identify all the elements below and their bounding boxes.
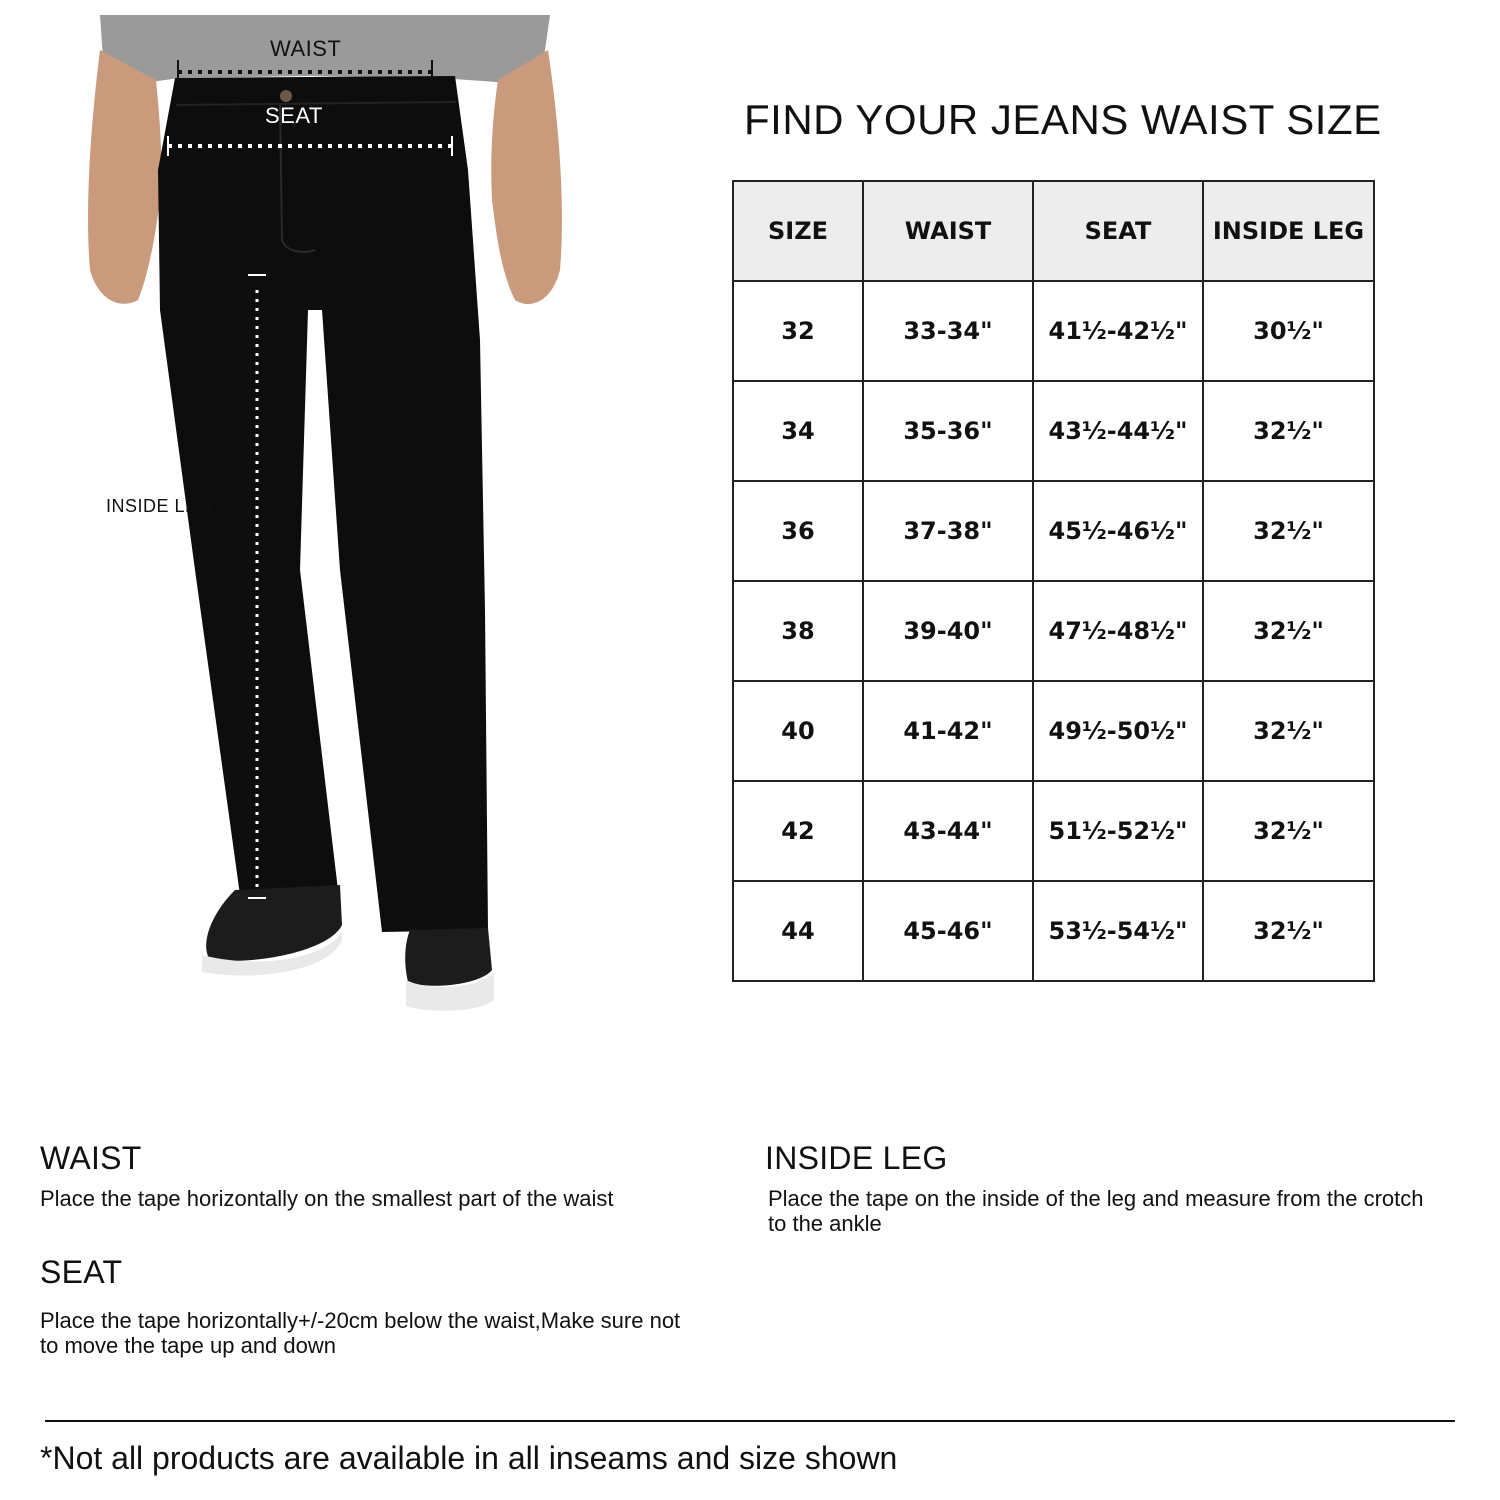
- figure-seat-label: SEAT: [265, 103, 323, 128]
- cell-size: 36: [733, 481, 863, 581]
- table-row: [733, 581, 1374, 681]
- cell-inside-leg: 32½": [1203, 881, 1374, 981]
- cell-size: 38: [733, 581, 863, 681]
- waist-heading: WAIST: [40, 1140, 142, 1176]
- cell-inside-leg: 32½": [1203, 681, 1374, 781]
- table-row: [733, 381, 1374, 481]
- cell-waist: 43-44": [863, 781, 1033, 881]
- cell-seat: 53½-54½": [1033, 881, 1203, 981]
- figure-waist-label: WAIST: [270, 36, 342, 61]
- cell-size: 44: [733, 881, 863, 981]
- cell-seat: 47½-48½": [1033, 581, 1203, 681]
- divider: [45, 1420, 1455, 1422]
- cell-waist: 33-34": [863, 281, 1033, 381]
- jeans-figure-drawing: [60, 10, 580, 1030]
- table-row: [733, 681, 1374, 781]
- footnote: *Not all products are available in all inseams and size shown: [40, 1440, 898, 1476]
- page-title: FIND YOUR JEANS WAIST SIZE: [744, 96, 1382, 143]
- cell-inside-leg: 32½": [1203, 381, 1374, 481]
- table-header-row: [733, 181, 1374, 281]
- cell-size: 32: [733, 281, 863, 381]
- cell-waist: 39-40": [863, 581, 1033, 681]
- table-row: [733, 281, 1374, 381]
- cell-inside-leg: 32½": [1203, 781, 1374, 881]
- header-inside-leg: INSIDE LEG: [1203, 181, 1374, 281]
- cell-seat: 51½-52½": [1033, 781, 1203, 881]
- jeans-measurement-illustration: [60, 10, 580, 1030]
- inside-leg-heading: INSIDE LEG: [765, 1140, 948, 1176]
- header-waist: WAIST: [863, 181, 1033, 281]
- cell-waist: 41-42": [863, 681, 1033, 781]
- cell-seat: 49½-50½": [1033, 681, 1203, 781]
- table-row: [733, 781, 1374, 881]
- cell-inside-leg: 32½": [1203, 581, 1374, 681]
- figure-inside-leg-label: INSIDE LEG: [106, 496, 213, 516]
- header-seat: SEAT: [1033, 181, 1203, 281]
- cell-size: 40: [733, 681, 863, 781]
- size-chart-table: [732, 180, 1375, 982]
- seat-heading: SEAT: [40, 1254, 123, 1290]
- cell-waist: 35-36": [863, 381, 1033, 481]
- cell-inside-leg: 32½": [1203, 481, 1374, 581]
- header-size: SIZE: [733, 181, 863, 281]
- table-row: [733, 481, 1374, 581]
- cell-size: 42: [733, 781, 863, 881]
- cell-waist: 37-38": [863, 481, 1033, 581]
- cell-waist: 45-46": [863, 881, 1033, 981]
- cell-inside-leg: 30½": [1203, 281, 1374, 381]
- inside-leg-instruction: Place the tape on the inside of the leg and measure from the crotch to the ankle: [768, 1186, 1424, 1236]
- waist-instruction: Place the tape horizontally on the smallest part of the waist: [40, 1186, 614, 1211]
- cell-seat: 41½-42½": [1033, 281, 1203, 381]
- cell-seat: 45½-46½": [1033, 481, 1203, 581]
- seat-instruction: Place the tape horizontally+/-20cm below the waist,Make sure not to move the tape up and down: [40, 1308, 681, 1358]
- table-row: [733, 881, 1374, 981]
- cell-size: 34: [733, 381, 863, 481]
- cell-seat: 43½-44½": [1033, 381, 1203, 481]
